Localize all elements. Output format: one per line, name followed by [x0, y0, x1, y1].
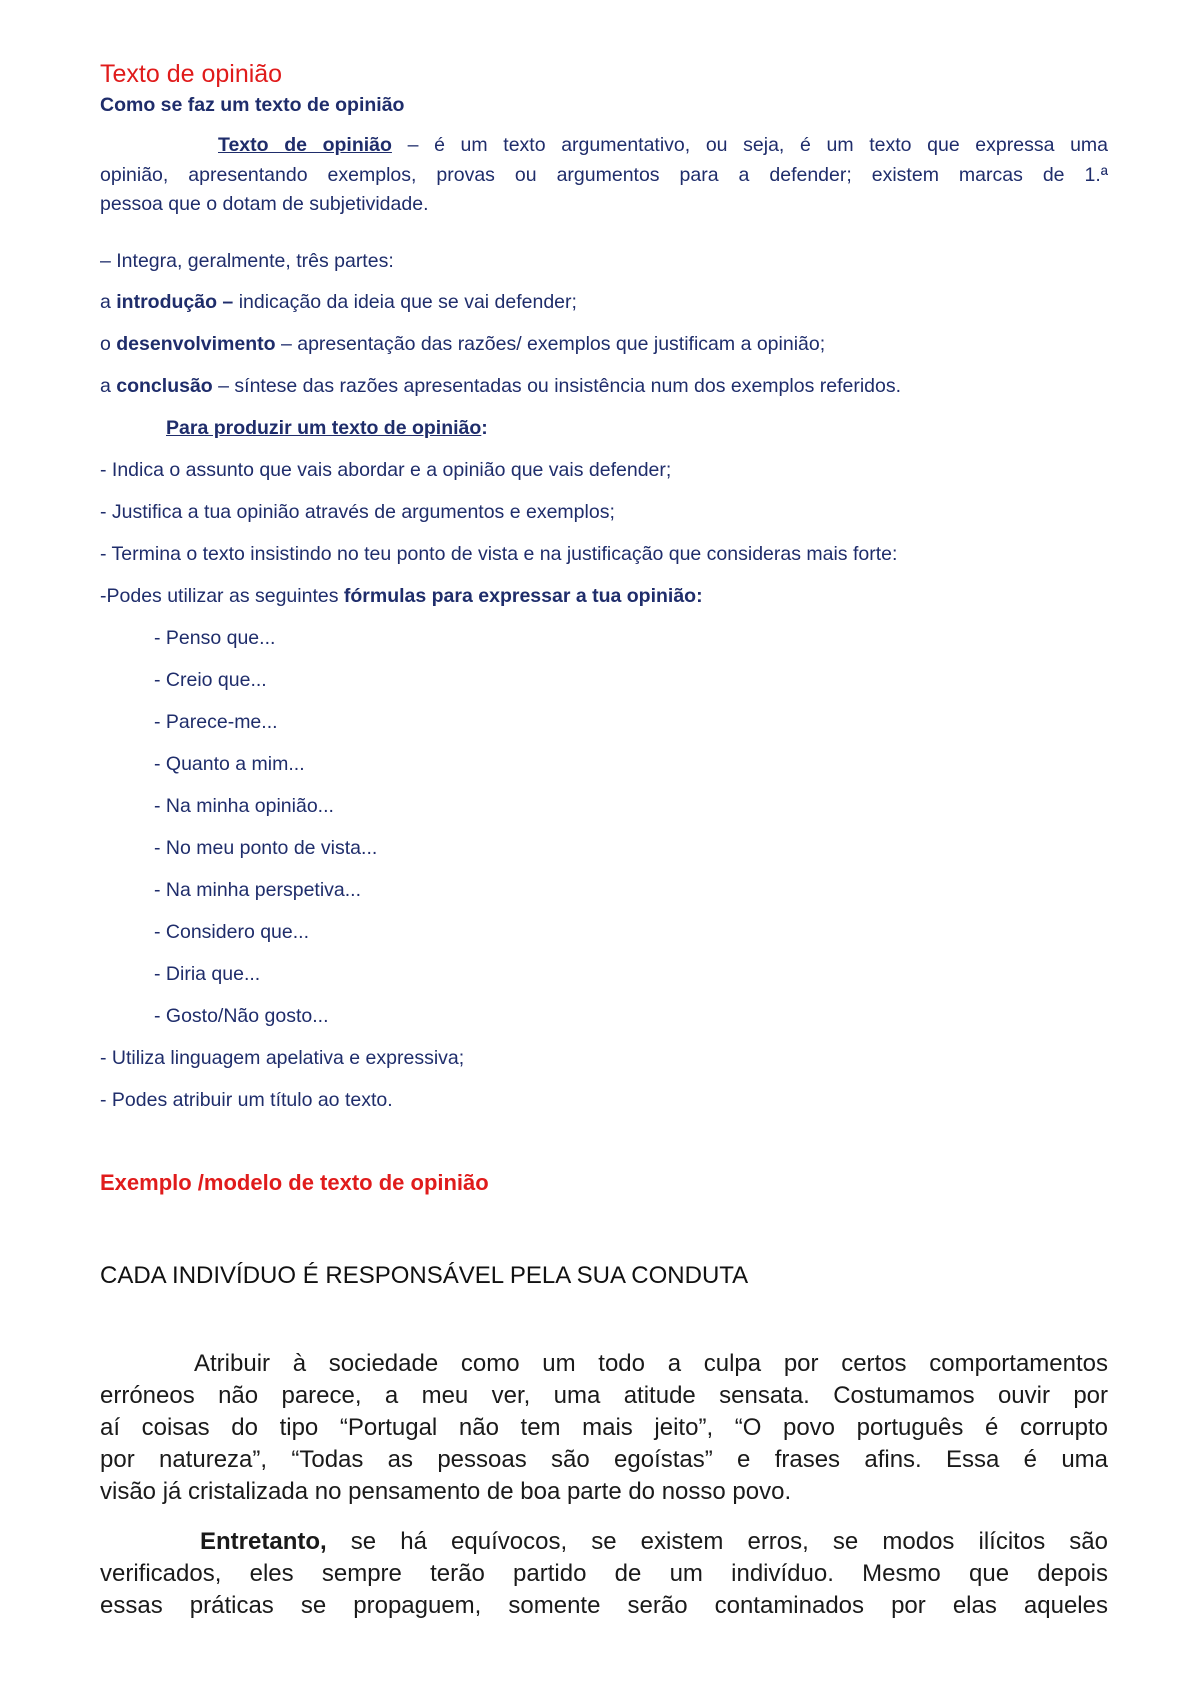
- formula-item: - No meu ponto de vista...: [154, 837, 378, 859]
- production-final-step: - Utiliza linguagem apelativa e expressiva;: [100, 1047, 465, 1069]
- production-heading-text: Para produzir um texto de opinião: [166, 417, 482, 439]
- definition-line-1-text: – é um texto argumentativo, ou seja, é um texto que expressa uma: [391, 134, 1109, 156]
- example-p1-line-5: visão já cristalizada no pensamento de boa parte do nosso povo.: [100, 1478, 792, 1505]
- formula-item: - Quanto a mim...: [154, 753, 305, 775]
- formula-item: - Na minha opinião...: [154, 795, 334, 817]
- example-p1-line-1: Atribuir à sociedade como um todo a culpa por certos comportamentos: [194, 1350, 1108, 1377]
- production-step: - Termina o texto insistindo no teu ponto de vista e na justificação que consideras mais forte:: [100, 543, 898, 565]
- part-term: conclusão: [116, 375, 213, 397]
- formula-item: - Considero que...: [154, 921, 310, 943]
- example-label: Exemplo /modelo de texto de opinião: [100, 1170, 489, 1195]
- production-heading-colon: :: [481, 417, 488, 439]
- example-title: CADA INDIVÍDUO É RESPONSÁVEL PELA SUA CONDUTA: [100, 1262, 749, 1289]
- formula-item: - Diria que...: [154, 963, 261, 985]
- example-p1-line-4: por natureza”, “Todas as pessoas são egoístas” e frases afins. Essa é uma: [100, 1446, 1108, 1473]
- formula-item: - Parece-me...: [154, 711, 278, 733]
- definition-line-2: opinião, apresentando exemplos, provas ou argumentos para a defender; existem marcas de 1.ª: [100, 164, 1108, 186]
- structure-part-introducao: [100, 291, 577, 314]
- part-term: introdução –: [116, 291, 234, 313]
- formulas-intro-text: -Podes utilizar as seguintes: [100, 585, 344, 607]
- structure-part-conclusao: [100, 375, 901, 398]
- production-step: - Indica o assunto que vais abordar e a opinião que vais defender;: [100, 459, 672, 481]
- formula-item: - Creio que...: [154, 669, 267, 691]
- structure-part-desenvolvimento: [100, 333, 825, 356]
- definition-line-1: [218, 134, 1108, 157]
- part-prefix: o: [100, 333, 117, 355]
- formula-item: - Penso que...: [154, 627, 276, 649]
- formula-item: - Gosto/Não gosto...: [154, 1005, 329, 1027]
- formulas-intro: [100, 585, 703, 608]
- part-text: – síntese das razões apresentadas ou insistência num dos exemplos referidos.: [212, 375, 902, 397]
- part-prefix: a: [100, 375, 117, 397]
- part-text: indicação da ideia que se vai defender;: [233, 291, 577, 313]
- example-p2-line-1: [200, 1528, 1108, 1556]
- example-p2-line-2: verificados, eles sempre terão partido de um indivíduo. Mesmo que depois: [100, 1560, 1108, 1587]
- production-step: - Justifica a tua opinião através de argumentos e exemplos;: [100, 501, 615, 523]
- part-term: desenvolvimento: [116, 333, 276, 355]
- part-prefix: a: [100, 291, 117, 313]
- page-title: Texto de opinião: [100, 60, 283, 88]
- example-p1-line-2: erróneos não parece, a meu ver, uma atitude sensata. Costumamos ouvir por: [100, 1382, 1108, 1409]
- formulas-intro-bold: fórmulas para expressar a tua opinião:: [343, 585, 703, 607]
- example-p2-line-3: essas práticas se propaguem, somente serão contaminados por elas aqueles: [100, 1592, 1108, 1619]
- page-subtitle: Como se faz um texto de opinião: [100, 94, 405, 116]
- example-p2-line-1-text: se há equívocos, se existem erros, se modos ilícitos são: [326, 1528, 1108, 1555]
- example-p1-line-3: aí coisas do tipo “Portugal não tem mais jeito”, “O povo português é corrupto: [100, 1414, 1108, 1441]
- example-p2-connector: Entretanto,: [200, 1528, 327, 1555]
- definition-term: Texto de opinião: [218, 134, 392, 156]
- definition-line-3: pessoa que o dotam de subjetividade.: [100, 193, 429, 215]
- production-final-step: - Podes atribuir um título ao texto.: [100, 1089, 393, 1111]
- formula-item: - Na minha perspetiva...: [154, 879, 362, 901]
- structure-intro: – Integra, geralmente, três partes:: [100, 250, 394, 272]
- part-text: – apresentação das razões/ exemplos que justificam a opinião;: [275, 333, 826, 355]
- production-heading: [166, 417, 488, 440]
